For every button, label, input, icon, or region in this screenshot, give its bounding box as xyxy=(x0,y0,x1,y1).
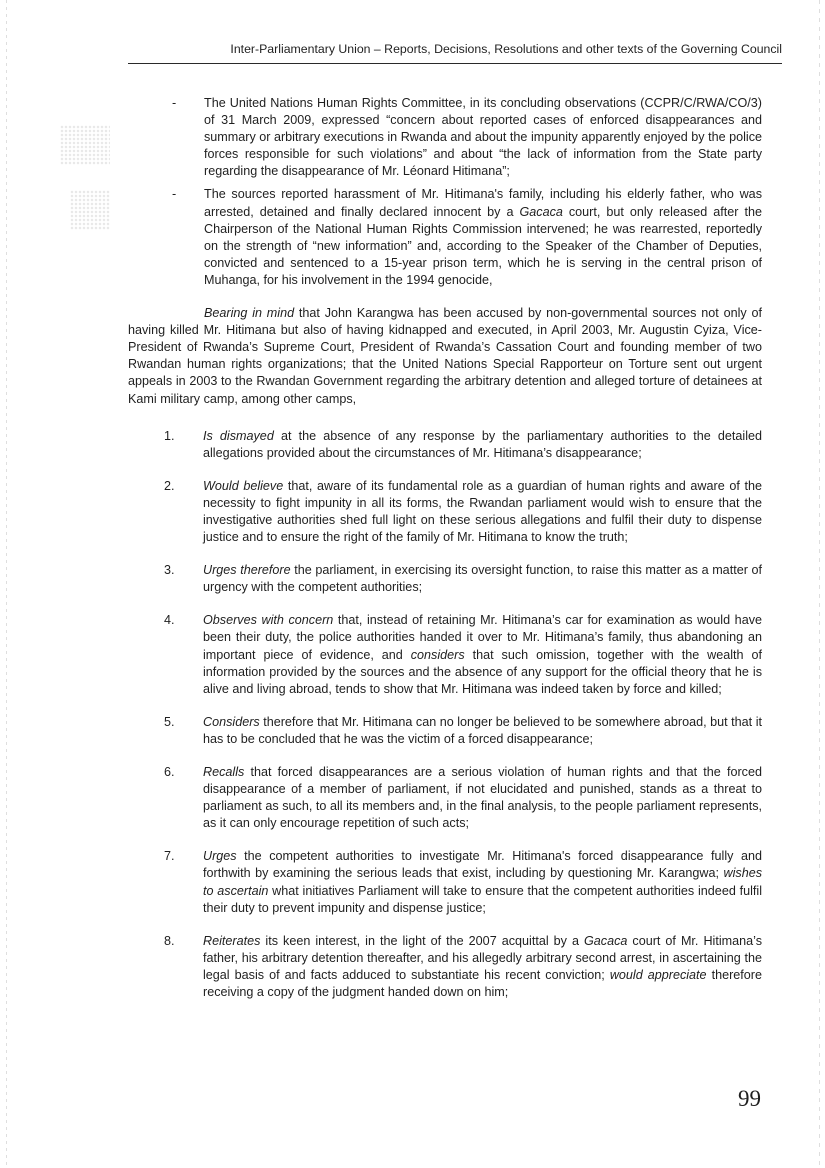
italic-text: considers xyxy=(410,647,465,662)
text-segment: that forced disappearances are a serious violation of human rights and that the forced disappearance of a member of parliament, if not elucidated and punished, stands as a threat to parliament as such, to all its members and, in the final analysis, to the people parliament represents, as it can only encourage repetition of such acts; xyxy=(203,765,762,831)
text-segment: its keen interest, in the light of the 2007 acquittal by a xyxy=(260,933,584,948)
item-number: 2. xyxy=(164,478,175,493)
running-header: Inter-Parliamentary Union – Reports, Decisions, Resolutions and other texts of the Governing Council xyxy=(128,42,782,64)
bullet-marker: - xyxy=(172,96,177,110)
text-segment: the parliament, in exercising its oversight function, to raise this matter as a matter of urgency with the competent authorities; xyxy=(203,563,763,595)
italic-text: Would believe xyxy=(203,478,284,493)
text-segment: therefore that Mr. Hitimana can no longer be believed to be somewhere abroad, but that it has to be concluded that he was the victim of a forced disappearance; xyxy=(203,714,762,746)
item-number: 7. xyxy=(164,849,175,864)
text-segment: court, but only released after the Chairperson of the National Human Rights Commission intervened; he was rearrested, reportedly on the strength of “new information” and, according to the Speaker of the Chamber of Deputies, convicted and sentenced to a 15-year prison term, which he is serving in the central prison of Muhanga, for his involvement in the 1994 genocide, xyxy=(204,204,762,287)
page-number: 99 xyxy=(738,1086,761,1111)
item-number: 5. xyxy=(164,714,175,729)
text-segment: that, instead of retaining Mr. Hitimana’s car for examination as would have been their duty, the police authorities handed it over to Mr. Hitimana’s family, thus abandoning an important piece of evidence, and xyxy=(203,613,762,662)
text-segment: The sources reported harassment of Mr. Hitimana's family, including his elderly father, who was arrested, detained and finally declared innocent by a xyxy=(204,187,762,219)
item-text xyxy=(203,934,762,999)
bullet-text xyxy=(204,96,762,178)
numbered-item xyxy=(128,478,762,546)
item-text xyxy=(203,765,762,830)
scan-speckle xyxy=(70,190,110,230)
italic-text: Urges therefore xyxy=(203,563,291,578)
text-segment: that such omission, together with the wealth of information provided by the sources and the absence of any support for the official theory that he is alive and living abroad, tends to show that Mr. Hitimana was indeed taken by force and killed; xyxy=(203,647,763,696)
item-text xyxy=(203,613,762,695)
text-segment: that John Karangwa has been accused by non-governmental sources not only of having killed Mr. Hitimana but also of having kidnapped and executed, in April 2003, Mr. Augustin Cyiza, Vice-President of Rwanda’s Supreme Court, President of Rwanda’s Cassation Court and founding member of two Rwandan human rights organizations; that the United Nations Special Rapporteur on Torture sent out urgent appeals in 2003 to the Rwandan Government regarding the arbitrary detention and alleged torture of detainees at Kami military camp, among other camps, xyxy=(128,306,762,406)
bullet-marker: - xyxy=(172,187,177,202)
document-body xyxy=(128,95,762,1017)
text-segment: what initiatives Parliament will take to ensure that the competent authorities indeed fulfil their duty to prevent impunity and dispense justice; xyxy=(203,883,762,915)
item-number: 8. xyxy=(164,933,175,948)
italic-text: Gacaca xyxy=(583,933,628,948)
numbered-item xyxy=(128,933,762,1001)
item-number: 1. xyxy=(164,428,175,443)
numbered-item xyxy=(128,764,762,832)
numbered-item xyxy=(128,428,762,462)
operative-list xyxy=(128,428,762,1002)
italic-text: Urges xyxy=(203,849,237,864)
italic-text: Gacaca xyxy=(519,204,563,219)
italic-text: Considers xyxy=(203,714,260,729)
item-number: 6. xyxy=(164,765,175,779)
text-segment: at the absence of any response by the parliamentary authorities to the detailed allegations provided about the circumstances of Mr. Hitimana’s disappearance; xyxy=(203,428,762,460)
item-text xyxy=(203,429,762,460)
text-segment: therefore receiving a copy of the judgment handed down on him; xyxy=(203,967,762,1000)
item-text xyxy=(203,715,762,746)
item-text xyxy=(203,563,762,594)
italic-text: Is dismayed xyxy=(203,428,274,443)
italic-text: would appreciate xyxy=(609,967,707,982)
italic-text: Observes with concern xyxy=(203,613,334,628)
item-text xyxy=(203,479,762,544)
bullet-item xyxy=(128,186,762,289)
numbered-item xyxy=(128,562,762,596)
item-number: 4. xyxy=(164,613,175,628)
scan-speckle xyxy=(60,125,110,165)
numbered-item xyxy=(128,714,762,748)
numbered-item xyxy=(128,612,762,697)
text-segment: court of Mr. Hitimana’s father, his arbitrary detention thereafter, and his allegedly arbitrary second arrest, in ascertaining the legal basis of and facts adduced to substantiate his recent conviction; xyxy=(203,933,763,982)
text-segment: the competent authorities to investigate Mr. Hitimana's forced disappearance fully and forthwith by examining the serious leads that exist, including by questioning Mr. Karangwa; xyxy=(203,849,762,881)
preamble-paragraph xyxy=(128,305,762,408)
bullet-item xyxy=(128,95,762,180)
scan-edge-left xyxy=(6,0,7,1168)
bullet-list xyxy=(128,95,762,289)
numbered-item xyxy=(128,848,762,916)
italic-text: Recalls xyxy=(203,765,245,779)
italic-text: Bearing in mind xyxy=(204,306,295,321)
text-segment: that, aware of its fundamental role as a guardian of human rights and aware of the necessity to fight impunity in all its forms, the Rwandan parliament would wish to ensure that the investigative authorities shed full light on these serious allegations and fulfil their duty to dispense justice and to ensure the right of the family of Mr. Hitimana to know the truth; xyxy=(203,478,763,545)
italic-text: Reiterates xyxy=(203,933,261,948)
item-number: 3. xyxy=(164,563,175,578)
italic-text: wishes to ascertain xyxy=(203,866,762,898)
scan-edge-right xyxy=(819,0,820,1168)
text-segment: The United Nations Human Rights Committee, in its concluding observations (CCPR/C/RWA/CO/3) of 31 March 2009, expressed “concern about reported cases of enforced disappearances and summary or arbitrary executions in Rwanda and about the impunity apparently enjoyed by the police forces responsible for such violations” and about “the lack of information from the State party regarding the disappearance of Mr. Léonard Hitimana”; xyxy=(204,96,762,179)
item-text xyxy=(203,849,762,914)
bullet-text xyxy=(204,187,762,286)
